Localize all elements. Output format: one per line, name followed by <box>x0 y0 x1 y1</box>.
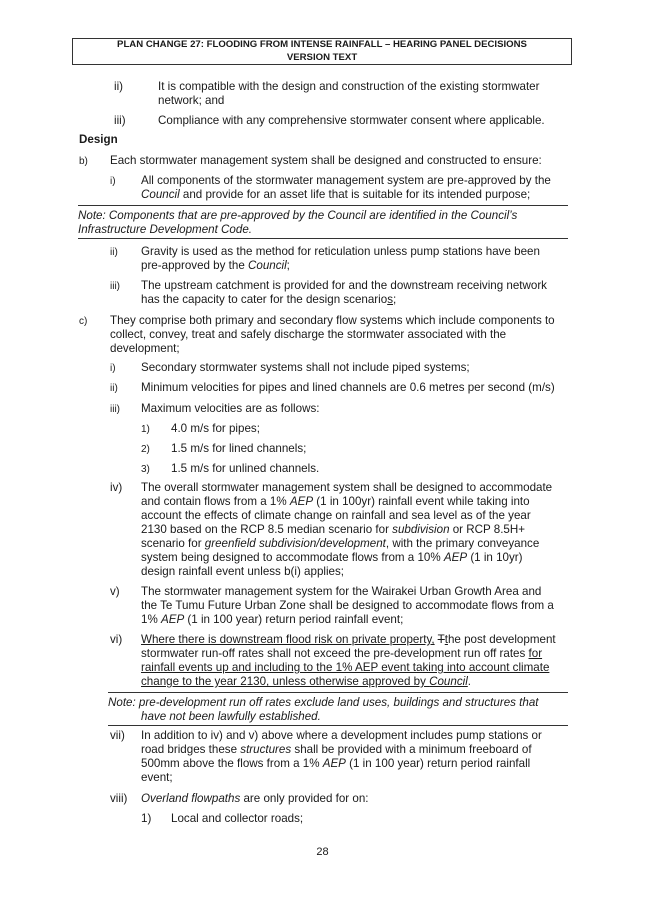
body-text: The upstream catchment is provided for and the downstream receiving network <box>141 279 547 292</box>
note-box <box>108 692 568 726</box>
body-text <box>141 675 471 689</box>
defined-term: Overland flowpaths <box>141 792 241 805</box>
note-line: Note: pre-development run off rates exclude land uses, buildings and structures that <box>108 696 539 709</box>
body-text: design rainfall event unless b(i) applies; <box>141 565 345 578</box>
list-marker: ii) <box>114 80 124 93</box>
body-text: Local and collector roads; <box>171 812 304 825</box>
body-text-run: has the capacity to cater for the design scenario <box>141 293 388 306</box>
list-marker: i) <box>110 363 116 374</box>
body-text: Compliance with any comprehensive stormwater consent where applicable. <box>158 114 545 127</box>
body-text-run: pre-approved by the <box>141 259 248 272</box>
body-text-run: system being designed to accommodate flows from a 10% <box>141 551 444 564</box>
defined-term: greenfield subdivision/development <box>204 537 386 550</box>
body-text: development; <box>110 342 180 355</box>
body-text <box>141 293 396 307</box>
body-text <box>141 537 539 551</box>
body-text <box>141 613 403 627</box>
body-text-run: (1 in 100 year) return period rainfall event; <box>184 613 404 626</box>
defined-term: Council <box>141 188 180 201</box>
list-marker: iii) <box>110 404 120 415</box>
list-marker: c) <box>79 316 88 327</box>
body-text: The stormwater management system for the Wairakei Urban Growth Area and <box>141 585 542 598</box>
body-text <box>141 188 530 202</box>
body-text <box>141 633 556 647</box>
body-text <box>141 495 530 509</box>
list-marker: ii) <box>110 247 118 258</box>
body-text <box>141 551 523 565</box>
body-text-run: ; <box>286 259 290 272</box>
body-text-run: scenario for <box>141 537 205 550</box>
body-text-run: and provide for an asset life that is suitable for its intended purpose; <box>179 188 531 201</box>
header-line-2: VERSION TEXT <box>286 51 358 63</box>
body-text-run: road bridges these <box>141 743 241 756</box>
body-text <box>141 792 369 806</box>
defined-term: structures <box>240 743 292 756</box>
body-text-run: and contain flows from a 1% <box>141 495 290 508</box>
inserted-text: Where there is downstream flood risk on private property, <box>141 633 435 646</box>
section-heading-design: Design <box>79 133 118 146</box>
body-text-run: 500mm above the flows from a 1% <box>141 757 323 770</box>
list-marker: viii) <box>110 792 128 805</box>
list-marker: 3) <box>141 464 150 475</box>
list-marker: v) <box>110 585 120 598</box>
body-text <box>141 523 525 537</box>
header-line-1: PLAN CHANGE 27: FLOODING FROM INTENSE RAINFALL – HEARING PANEL DECISIONS <box>117 39 527 50</box>
body-text: network; and <box>158 94 225 107</box>
defined-term: AEP <box>443 551 468 564</box>
body-text: 1.5 m/s for lined channels; <box>171 442 307 455</box>
body-text: Gravity is used as the method for reticulation unless pump stations have been <box>141 245 540 258</box>
body-text: Secondary stormwater systems shall not include piped systems; <box>141 361 470 374</box>
inserted-text: s <box>387 293 393 306</box>
body-text: It is compatible with the design and construction of the existing stormwater <box>158 80 540 93</box>
body-text: Each stormwater management system shall be designed and constructed to ensure: <box>110 154 542 167</box>
body-text-run: (1 in 100yr) rainfall event while taking into <box>313 495 530 508</box>
body-text: event; <box>141 771 173 784</box>
body-text-run: stormwater run-off rates shall not exceed the pre-development run off rates <box>141 647 529 660</box>
body-text-run: . <box>467 675 472 688</box>
list-marker: 2) <box>141 444 150 455</box>
body-text: All components of the stormwater management system are pre-approved by the <box>141 174 551 187</box>
inserted-defined-term: Council <box>429 675 468 688</box>
body-text <box>141 647 542 661</box>
inserted-text: rainfall events up and including to the 1% AEP event taking into account climate <box>141 661 550 674</box>
body-text: the Te Tumu Future Urban Zone shall be designed to accommodate flows from a <box>141 599 554 612</box>
inserted-text: change to the year 2130, unless otherwise approved by <box>141 675 430 688</box>
body-text-run: (1 in 100 year) return period rainfall <box>345 757 531 770</box>
list-marker: vii) <box>110 729 125 742</box>
defined-term: AEP <box>289 495 314 508</box>
body-text: In addition to iv) and v) above where a development includes pump stations or <box>141 729 542 742</box>
defined-term: AEP <box>322 757 346 770</box>
list-marker: iii) <box>114 114 126 127</box>
note-box <box>78 205 568 239</box>
body-text <box>141 259 290 273</box>
list-marker: 1) <box>141 424 150 435</box>
list-marker: vi) <box>110 633 123 646</box>
note-line: have not been lawfully established. <box>141 709 321 723</box>
inserted-text: t <box>444 633 448 646</box>
body-text-run: 2130 based on the RCP 8.5 median scenario for <box>141 523 393 536</box>
body-text <box>141 743 532 757</box>
body-text: Maximum velocities are as follows: <box>141 402 320 415</box>
page-number: 28 <box>316 846 329 858</box>
body-text-run: or RCP 8.5H+ <box>449 523 526 536</box>
note-line: Infrastructure Development Code. <box>78 222 252 236</box>
body-text-run: 1% <box>141 613 161 626</box>
body-text: They comprise both primary and secondary flow systems which include components to <box>110 314 555 327</box>
note-line: Note: Components that are pre-approved by the Council are identified in the Council’s <box>78 209 518 222</box>
body-text: Minimum velocities for pipes and lined channels are 0.6 metres per second (m/s) <box>141 381 555 394</box>
list-marker: 1) <box>141 812 152 825</box>
body-text-run: (1 in 10yr) <box>467 551 523 564</box>
defined-term: Council <box>248 259 287 272</box>
defined-term: AEP <box>160 613 185 626</box>
list-marker: b) <box>79 156 88 167</box>
body-text-run: he post development <box>447 633 556 646</box>
list-marker: iii) <box>110 281 120 292</box>
list-marker: i) <box>110 176 116 187</box>
deleted-text: T <box>437 633 445 646</box>
body-text: The overall stormwater management system shall be designed to accommodate <box>141 481 553 494</box>
page-header <box>72 38 572 65</box>
body-text-run: , with the primary conveyance <box>385 537 540 550</box>
body-text <box>141 757 530 771</box>
list-marker: iv) <box>110 481 123 494</box>
body-text-run: ; <box>392 293 397 306</box>
body-text: 4.0 m/s for pipes; <box>171 422 260 435</box>
defined-term: subdivision <box>392 523 450 536</box>
list-marker: ii) <box>110 383 118 394</box>
body-text: 1.5 m/s for unlined channels. <box>171 462 320 475</box>
body-text: account the effects of climate change on rainfall and sea level as of the year <box>141 509 531 522</box>
body-text-run: are only provided for on: <box>240 792 369 805</box>
inserted-text: for <box>528 647 543 660</box>
body-text-run: shall be provided with a minimum freeboard of <box>291 743 532 756</box>
body-text: collect, convey, treat and safely discharge the stormwater associated with the <box>110 328 507 341</box>
